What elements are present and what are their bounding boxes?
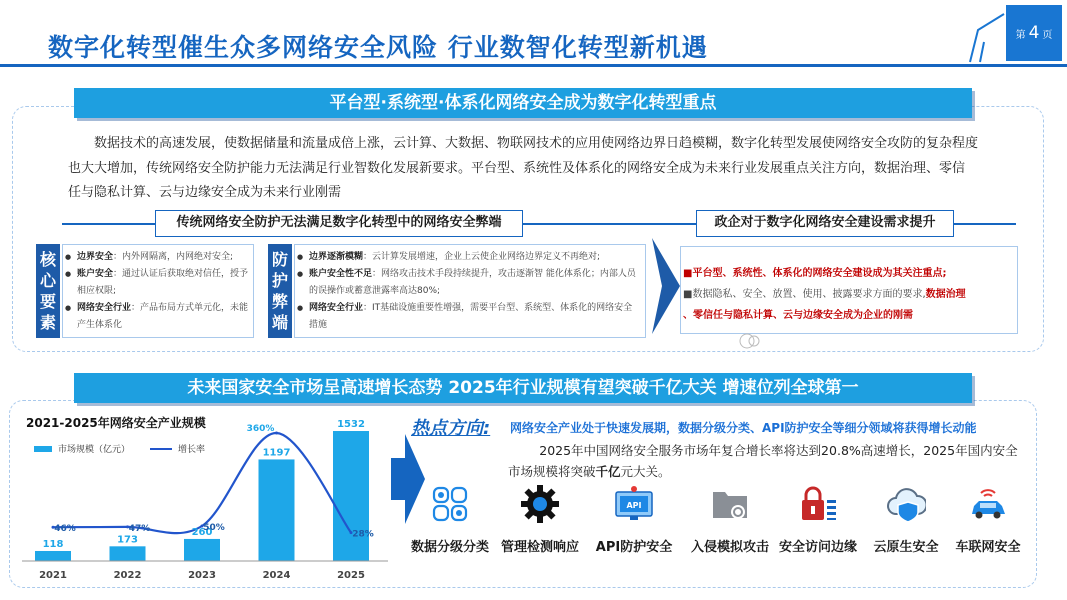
x-tick-label: 2022 — [113, 570, 142, 581]
section1-banner: 平台型·系统型·体系化网络安全成为数字化转型重点 — [74, 88, 972, 118]
protection-drawbacks-box — [294, 244, 646, 338]
demand-line-2 — [683, 284, 1017, 305]
legend-line-swatch — [150, 448, 172, 450]
item-key: 边界逐渐模糊 — [309, 252, 364, 262]
feature-intrusion-simulation — [688, 484, 772, 555]
growth-rate-label: 360% — [246, 424, 275, 434]
x-tick-label: 2021 — [39, 570, 67, 581]
feature-secure-access-edge — [776, 484, 860, 555]
list-item — [297, 300, 641, 334]
market-size-chart — [18, 408, 390, 586]
list-item — [65, 266, 249, 300]
feature-label: 管理检测响应 — [500, 540, 579, 555]
lock-list-icon — [798, 484, 838, 524]
hot-direction-label: 热点方向: — [411, 418, 491, 439]
page-number-badge — [1006, 5, 1062, 61]
gear-icon — [520, 484, 560, 524]
hot-direction-text — [508, 440, 1018, 482]
list-item — [65, 300, 249, 334]
protection-drawbacks-tab — [268, 244, 292, 338]
item-key: 账户安全性不足 — [309, 269, 373, 279]
bar-2021 — [35, 551, 71, 561]
legend-line-label: 增长率 — [178, 445, 206, 455]
feature-label: 数据分级分类 — [410, 540, 489, 555]
growth-rate-label: 47% — [128, 523, 151, 534]
item-text: ：云计算发展增速，企业上云使企业网络边界定义不再绝对; — [363, 252, 601, 262]
chevron-right-arrow-icon — [652, 238, 680, 334]
feature-label: 车联网安全 — [955, 540, 1021, 555]
watermark-icon — [737, 330, 763, 352]
chart-legend — [34, 442, 205, 455]
enterprise-demand-box — [680, 246, 1018, 334]
item-text: ：产品布局方式单元化，未能产生体系化 — [77, 303, 249, 330]
hot-text-b: 元大关。 — [620, 464, 671, 479]
bar-2025 — [333, 431, 369, 561]
legend-bar-label: 市场规模（亿元） — [58, 445, 131, 455]
growth-rate-label: 28% — [352, 529, 374, 540]
item-key: 网络安全行业 — [309, 303, 364, 313]
cloud-shield-icon — [886, 484, 926, 524]
bar-2024 — [259, 459, 295, 561]
tab-char: 弊 — [271, 292, 288, 311]
intro-paragraph-b: 平台型、系统性及体系化的网络安全成为未来行业发展重点关注方向，数据治理、零信任与隐私计算、云与边缘安全成为未来行业刚需 — [68, 160, 966, 200]
tab-char: 心 — [39, 271, 56, 290]
feature-connected-car-security — [948, 484, 1028, 555]
tab-char: 护 — [271, 271, 288, 290]
svg-text:API: API — [626, 501, 642, 510]
feature-label: 入侵模拟攻击 — [690, 540, 769, 555]
core-elements-box — [62, 244, 254, 338]
item-key: 账户安全 — [77, 269, 114, 279]
item-text: ：网络攻击技术手段持续提升，攻击逐渐智 能化体系化；内部人员的误操作或蓄意泄露率高达80%; — [309, 269, 636, 296]
hot-text-a: 2025年中国网络安全服务市场年复合增长率将达到20.8%高速增长，2025年国内安全市场规模将突破 — [508, 443, 1018, 479]
bar-value-label: 1197 — [262, 447, 291, 459]
title-underline — [0, 64, 1067, 67]
demand-line-2-highlight: 数据治理 — [925, 289, 966, 300]
folder-gear-icon — [710, 484, 750, 524]
bar-value-label: 1532 — [337, 419, 365, 431]
page-title: 数字化转型催生众多网络安全风险 行业数智化转型新机遇 — [48, 33, 708, 62]
bar-2023 — [184, 539, 220, 561]
bar-value-label: 118 — [42, 538, 64, 550]
section2-banner: 未来国家安全市场呈高速增长态势 2025年行业规模有望突破千亿大关 增速位列全球第一 — [74, 373, 972, 403]
hot-direction-headline: 网络安全产业处于快速发展期，数据分级分类、API防护安全等细分领域将获得增长动能 — [510, 421, 977, 435]
feature-label: API防护安全 — [595, 540, 673, 555]
page-number: 4 — [1028, 23, 1040, 43]
tab-char: 防 — [271, 250, 288, 269]
bar-2022 — [110, 546, 146, 561]
core-elements-tab — [36, 244, 60, 338]
tab-char: 素 — [39, 313, 56, 332]
core-elements-list — [63, 245, 253, 334]
tab-char: 核 — [39, 250, 56, 269]
growth-rate-label: 50% — [203, 523, 225, 533]
right-subheader: 政企对于数字化网络安全建设需求提升 — [696, 210, 954, 237]
demand-line-1: ■平台型、系统性、体系化的网络安全建设成为其关注重点; — [683, 268, 947, 279]
intro-paragraph-a: 数据技术的高速发展，使数据储量和流量成倍上涨，云计算、大数据、物联网技术的应用使网络边界日趋模糊，数字化转型发展使网络安全攻防的复杂程度也大大增加，传统网络安全防护能力无法满足行业智数化发展新要求。 — [68, 136, 979, 176]
growth-rate-label: 46% — [54, 524, 76, 535]
item-key: 边界安全 — [77, 252, 114, 262]
item-text: ：IT基础设施重要性增强，需要平台型、系统型、体系化的网络安全措施 — [309, 303, 633, 330]
list-item — [297, 249, 641, 266]
protection-drawbacks-list — [295, 245, 645, 334]
feature-api-protection — [592, 484, 676, 555]
tab-char: 要 — [39, 292, 56, 311]
x-tick-label: 2024 — [262, 570, 291, 581]
grid-icon — [430, 484, 470, 524]
bar-value-label: 260 — [191, 526, 213, 538]
feature-label: 安全访问边缘 — [778, 540, 857, 555]
item-key: 网络安全行业 — [77, 303, 132, 313]
page-prefix: 第 — [1015, 29, 1026, 41]
demand-line-2-text: ■数据隐私、安全、放置、使用、披露要求方面的要求, — [683, 289, 926, 300]
feature-cloud-native-security — [864, 484, 948, 555]
x-tick-label: 2023 — [188, 570, 216, 581]
list-item — [297, 266, 641, 300]
item-text: ：通过认证后获取绝对信任，授予相应权限; — [77, 269, 249, 296]
intro-paragraph — [68, 132, 978, 206]
page-suffix: 页 — [1042, 29, 1053, 41]
hot-text-bold: 千亿 — [595, 464, 621, 479]
growth-rate-point — [275, 432, 278, 435]
tab-char: 端 — [271, 313, 288, 332]
connected-car-icon — [968, 484, 1008, 524]
api-monitor-icon — [614, 484, 654, 524]
x-tick-label: 2025 — [337, 570, 365, 581]
feature-label: 云原生安全 — [873, 540, 939, 555]
bar-value-label: 173 — [117, 534, 138, 546]
left-subheader: 传统网络安全防护无法满足数字化转型中的网络安全弊端 — [155, 210, 523, 237]
demand-line-3: 、零信任与隐私计算、云与边缘安全成为企业的刚需 — [683, 310, 913, 321]
item-text: ：内外网隔离，内网绝对安全; — [113, 252, 234, 262]
corner-decoration — [968, 12, 1008, 64]
chart-title: 2021-2025年网络安全产业规模 — [26, 416, 206, 430]
feature-data-classification — [408, 484, 492, 555]
legend-bar-swatch — [34, 446, 52, 452]
feature-mdr — [498, 484, 582, 555]
list-item — [65, 249, 249, 266]
